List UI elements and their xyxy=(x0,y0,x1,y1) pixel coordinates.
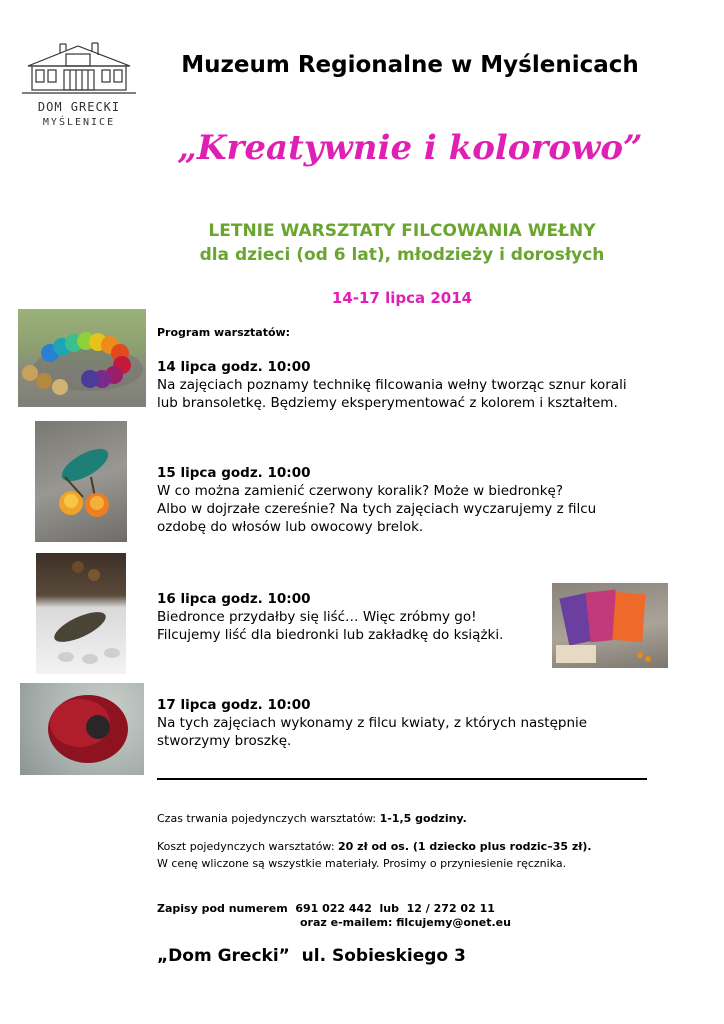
cost-label: Koszt pojedynczych warsztatów: xyxy=(157,840,339,853)
session-day1 xyxy=(157,358,677,412)
subtitle-audience: dla dzieci (od 6 lat), młodzieży i dorosłych xyxy=(199,245,605,265)
session-heading: 14 lipca godz. 10:00 xyxy=(157,359,311,375)
session-day2 xyxy=(157,464,677,536)
duration-value: 1-1,5 godziny. xyxy=(379,812,467,825)
session-text: Albo w dojrzałe czereśnie? Na tych zajęciach wyczarujemy z filcu xyxy=(157,501,597,517)
session-heading: 17 lipca godz. 10:00 xyxy=(157,697,311,713)
felt-cherries-photo xyxy=(35,421,127,542)
felt-leaf-photo xyxy=(36,553,126,674)
house-icon xyxy=(20,40,138,98)
session-text: Na zajęciach poznamy technikę filcowania wełny tworząc sznur korali xyxy=(157,377,627,393)
session-text: Biedronce przydałby się liść… Więc zróbmy go! xyxy=(157,609,477,625)
event-dates: 14-17 lipca 2014 xyxy=(331,289,473,307)
session-text: ozdobę do włosów lub owocowy brelok. xyxy=(157,519,424,535)
session-text: lub bransoletkę. Będziemy eksperymentować z kolorem i kształtem. xyxy=(157,395,618,411)
event-title: „Kreatywnie i kolorowo” xyxy=(177,128,643,168)
logo-line1: DOM GRECKI xyxy=(37,100,121,114)
cost-info xyxy=(157,838,677,855)
duration-info xyxy=(157,810,677,827)
program-label: Program warsztatów: xyxy=(157,326,291,339)
session-day3 xyxy=(157,590,677,644)
duration-label: Czas trwania pojedynczych warsztatów: xyxy=(157,812,380,825)
divider-line xyxy=(157,778,647,780)
session-heading: 15 lipca godz. 10:00 xyxy=(157,465,311,481)
session-text: Filcujemy liść dla biedronki lub zakładkę do książki. xyxy=(157,627,504,643)
venue-address: „Dom Grecki” ul. Sobieskiego 3 xyxy=(157,946,466,966)
subtitle-workshops: LETNIE WARSZTATY FILCOWANIA WEŁNY xyxy=(208,221,596,241)
session-text: stworzymy broszkę. xyxy=(157,733,292,749)
cost-value: 20 zł od os. (1 dziecko plus rodzic–35 zł). xyxy=(338,840,592,853)
materials-info: W cenę wliczone są wszystkie materiały. Prosimy o przyniesienie ręcznika. xyxy=(157,857,567,870)
session-text: Na tych zajęciach wykonamy z filcu kwiaty, z których następnie xyxy=(157,715,588,731)
signup-email: oraz e-mailem: filcujemy@onet.eu xyxy=(300,916,511,929)
museum-title: Muzeum Regionalne w Myślenicach xyxy=(181,52,639,78)
museum-logo xyxy=(20,40,138,132)
session-heading: 16 lipca godz. 10:00 xyxy=(157,591,311,607)
signup-phone: Zapisy pod numerem 691 022 442 lub 12 / 272 02 11 xyxy=(157,902,495,915)
session-day4 xyxy=(157,696,677,750)
session-text: W co można zamienić czerwony koralik? Może w biedronkę? xyxy=(157,483,563,499)
felt-flower-photo xyxy=(20,683,144,775)
logo-line2: MYŚLENICE xyxy=(42,117,116,128)
felt-beads-photo xyxy=(18,309,146,407)
